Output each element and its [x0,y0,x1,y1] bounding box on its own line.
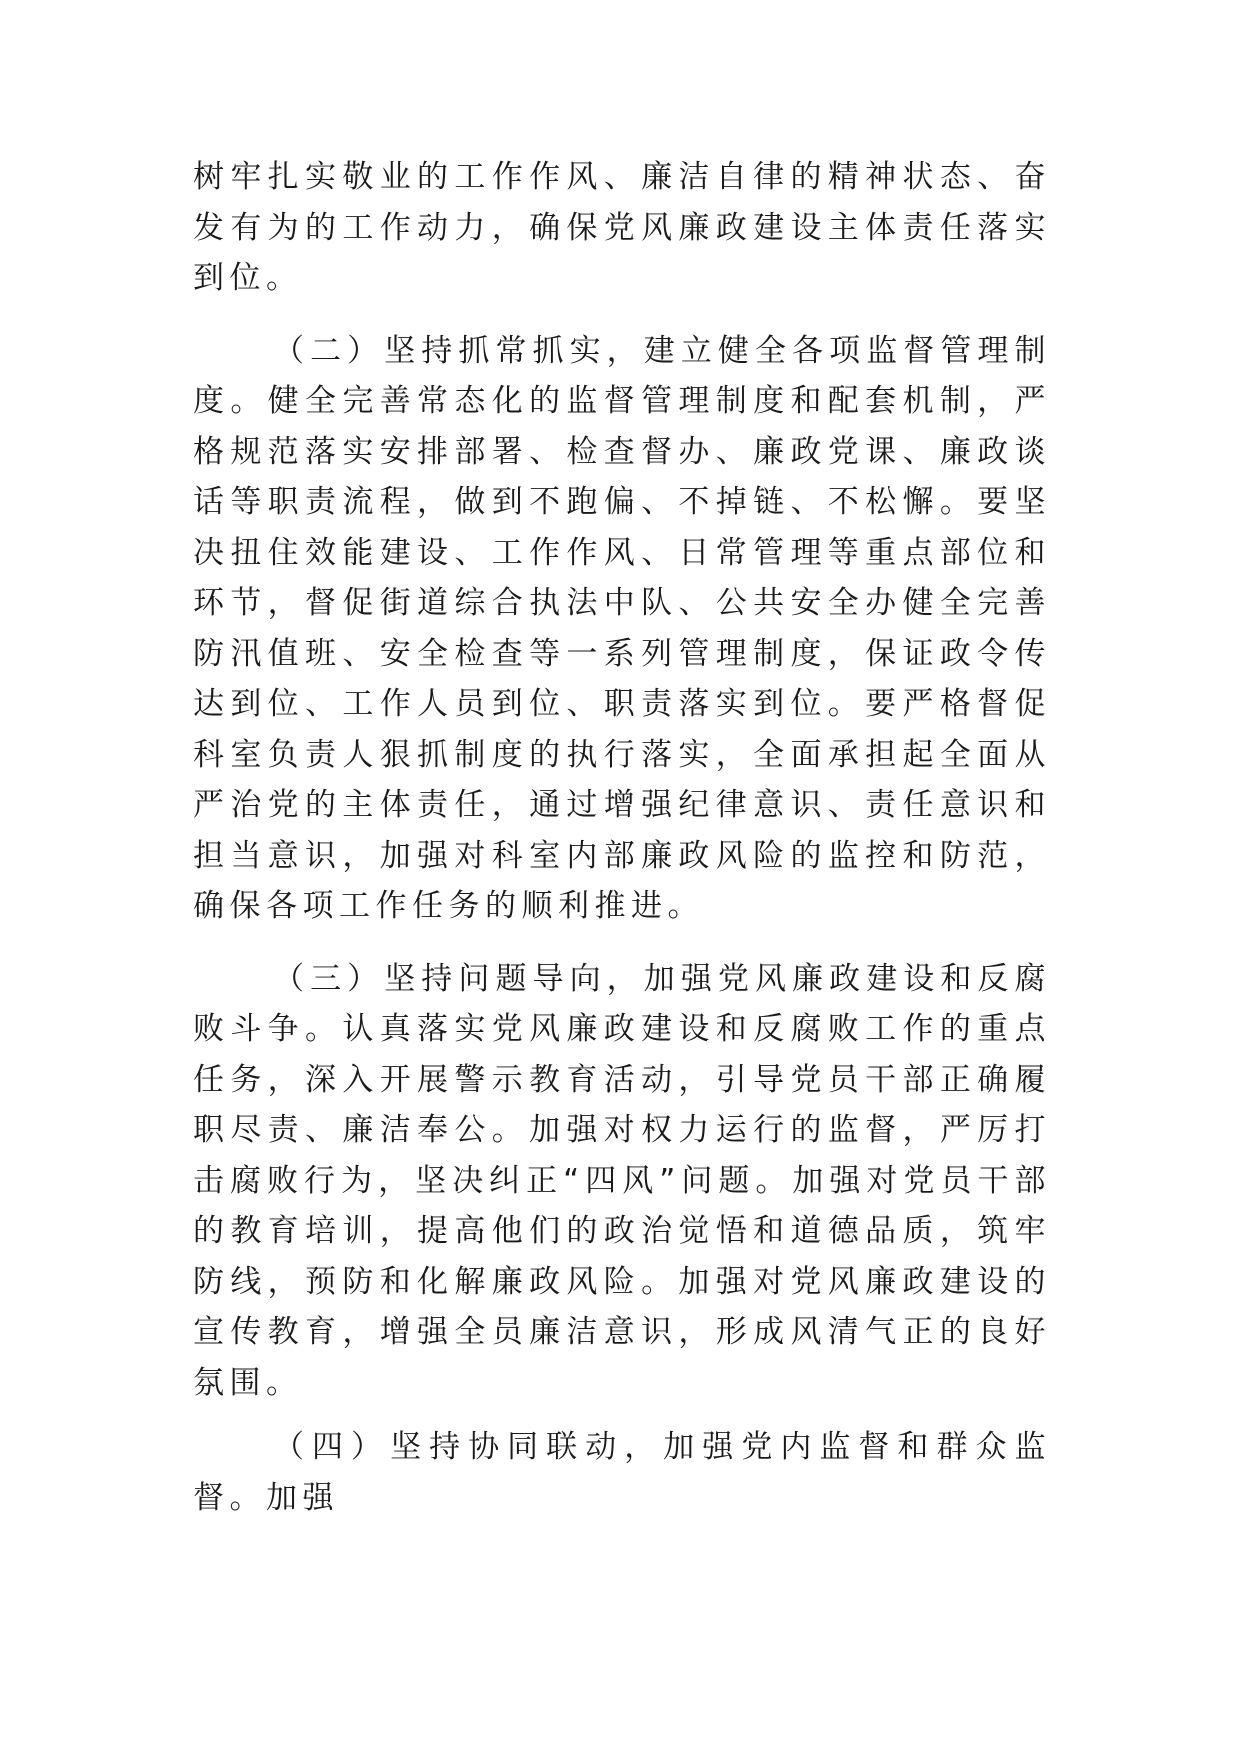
paragraph-continuation: 树牢扎实敬业的工作作风、廉洁自律的精神状态、奋发有为的工作动力，确保党风廉政建设主体责任落实到位。 [193,159,1051,296]
paragraph-section-three: （三）坚持问题导向，加强党风廉政建设和反腐败斗争。认真落实党风廉政建设和反腐败工作的重点任务，深入开展警示教育活动，引导党员干部正确履职尽责、廉洁奉公。加强对权力运行的监督，严厉打击腐败行为，坚决纠正“四风”问题。加强对党员干部的教育培训，提高他们的政治觉悟和道德品质，筑牢防线，预防和化解廉政风险。加强对党风廉政建设的宣传教育，增强全员廉洁意识，形成风清气正的良好氛围。 [193,960,1051,1401]
paragraph-section-two: （二）坚持抓常抓实，建立健全各项监督管理制度。健全完善常态化的监督管理制度和配套机制，严格规范落实安排部署、检查督办、廉政党课、廉政谈话等职责流程，做到不跑偏、不掉链、不松懈。要坚决扭住效能建设、工作作风、日常管理等重点部位和环节，督促街道综合执法中队、公共安全办健全完善防汛值班、安全检查等一系列管理制度，保证政令传达到位、工作人员到位、职责落实到位。要严格督促科室负责人狠抓制度的执行落实，全面承担起全面从严治党的主体责任，通过增强纪律意识、责任意识和担当意识，加强对科室内部廉政风险的监控和防范，确保各项工作任务的顺利推进。 [193,332,1051,924]
paragraph-section-four: （四）坚持协同联动，加强党内监督和群众监督。加强 [193,1429,1051,1516]
body-text [193,152,1051,1523]
